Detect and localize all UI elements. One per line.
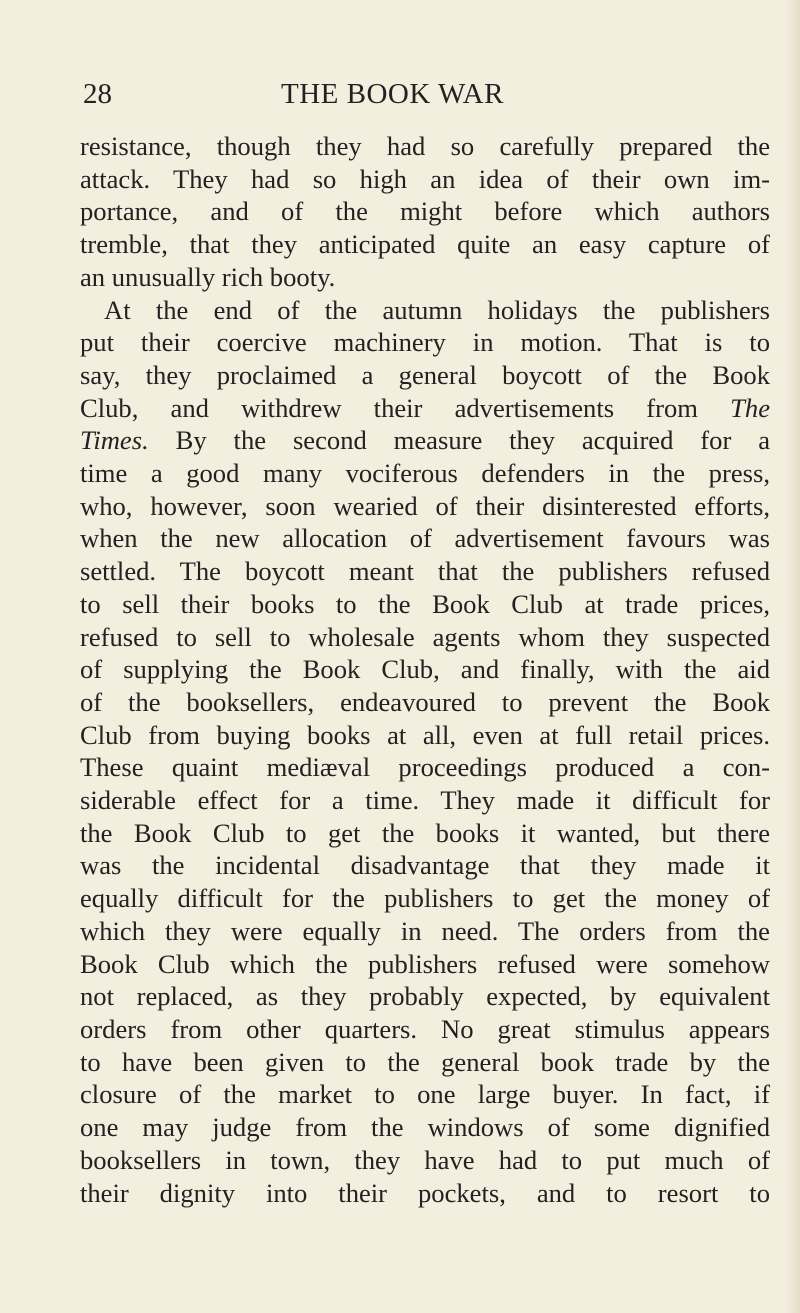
text-line: settled. The boycott meant that the publishers refused [80,556,770,587]
page-edge-shadow [786,0,800,1313]
page-header [83,78,773,118]
text-line: portance, and of the might before which authors [80,196,770,227]
text-line: refused to sell to wholesale agents whom they suspected [80,621,770,652]
text-line: to sell their books to the Book Club at trade prices, [80,588,770,619]
text-fragment: Club, and withdrew their advertisements from [80,392,698,423]
text-line [80,424,770,457]
text-line: one may judge from the windows of some dignified [80,1112,770,1143]
page-number: 28 [83,78,112,110]
text-line: At the end of the autumn holidays the publishers [104,294,770,325]
text-line: of supplying the Book Club, and finally, with the aid [80,654,770,685]
text-line: the Book Club to get the books it wanted, but there [80,817,770,848]
text-line: of the booksellers, endeavoured to prevent the Book [80,686,770,717]
running-head: THE BOOK WAR [281,78,504,110]
text-line: when the new allocation of advertisement favours was [80,523,770,554]
text-line: who, however, soon wearied of their disinterested efforts, [80,490,770,521]
text-line: These quaint mediæval proceedings produced a con- [80,752,770,783]
text-line: say, they proclaimed a general boycott of the Book [80,359,770,390]
text-line: was the incidental disadvantage that they made it [80,850,770,881]
text-line: put their coercive machinery in motion. That is to [80,327,770,358]
text-line: Club from buying books at all, even at full retail prices. [80,719,770,750]
text-line: attack. They had so high an idea of their own im- [80,163,770,194]
text-fragment: By the second measure they acquired for a [175,425,770,456]
text-line: Book Club which the publishers refused were somehow [80,948,770,979]
text-line: equally difficult for the publishers to get the money of [80,883,770,914]
text-line: their dignity into their pockets, and to resort to [80,1177,770,1208]
text-line: booksellers in town, they have had to put much of [80,1144,770,1175]
text-line [80,392,770,425]
body-text [80,130,770,1209]
text-line: an unusually rich booty. [80,261,336,292]
italic-title-fragment: The [730,392,771,423]
text-line: time a good many vociferous defenders in the press, [80,458,770,489]
text-line: tremble, that they anticipated quite an easy capture of [80,229,770,260]
text-line: not replaced, as they probably expected, by equivalent [80,981,770,1012]
text-line: resistance, though they had so carefully prepared the [80,131,770,161]
text-line: which they were equally in need. The orders from the [80,915,770,946]
text-line: closure of the market to one large buyer. In fact, if [80,1079,770,1110]
italic-title-fragment: Times. [80,425,149,456]
text-line: to have been given to the general book trade by the [80,1046,770,1077]
text-line: orders from other quarters. No great stimulus appears [80,1013,770,1044]
text-line: siderable effect for a time. They made it difficult for [80,785,770,816]
